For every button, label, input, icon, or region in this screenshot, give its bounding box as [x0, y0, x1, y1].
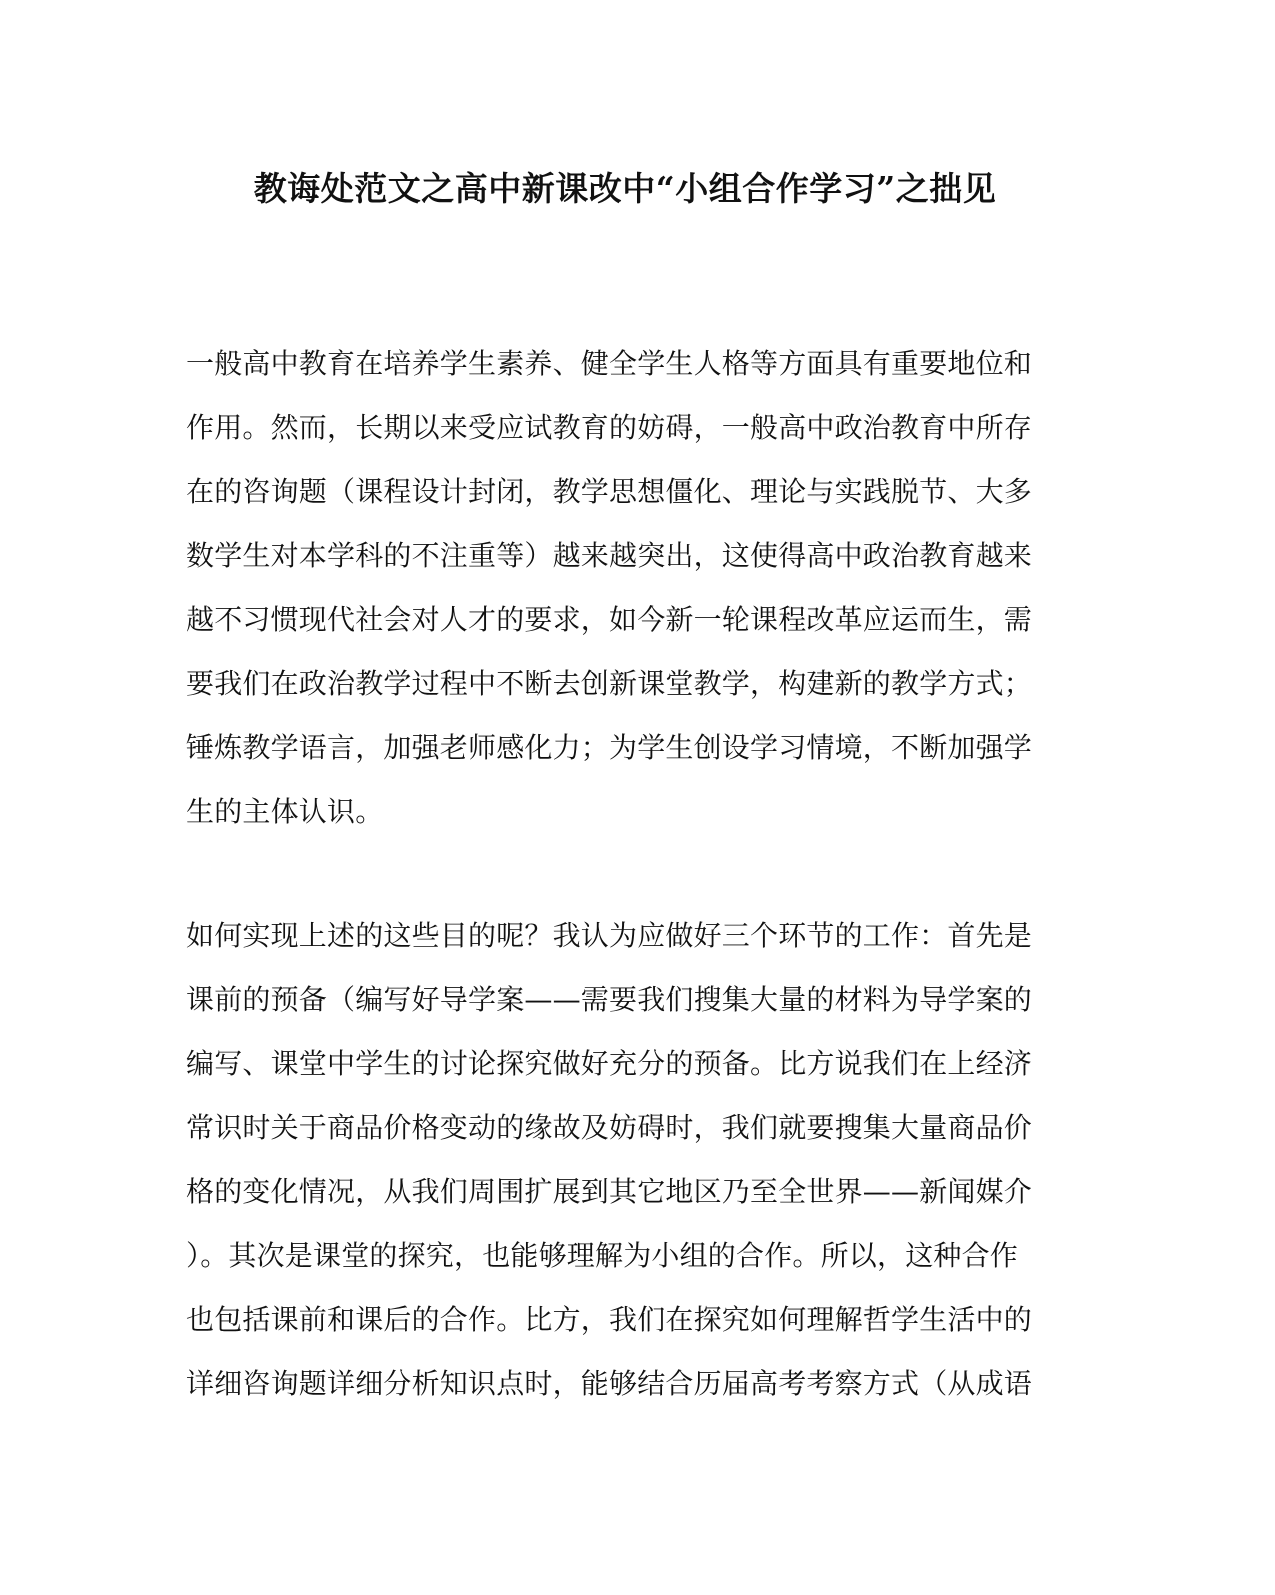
paragraph-line: 也包括课前和课后的合作。比方，我们在探究如何理解哲学生活中的	[186, 1303, 1033, 1336]
paragraph-line: 编写、课堂中学生的讨论探究做好充分的预备。比方说我们在上经济	[186, 1047, 1033, 1080]
paragraph-line: 常识时关于商品价格变动的缘故及妨碍时，我们就要搜集大量商品价	[186, 1111, 1033, 1144]
paragraph-line: 格的变化情况，从我们周围扩展到其它地区乃至全世界——新闻媒介	[186, 1175, 1033, 1208]
paragraph-line: 生的主体认识。	[186, 795, 384, 828]
paragraph-2	[186, 912, 1046, 1424]
paragraph-line: 越不习惯现代社会对人才的要求，如今新一轮课程改革应运而生，需	[186, 603, 1033, 636]
paragraph-line: 一般高中教育在培养学生素养、健全学生人格等方面具有重要地位和	[186, 347, 1033, 380]
paragraph-line: 数学生对本学科的不注重等）越来越突出，这使得高中政治教育越来	[186, 539, 1033, 572]
paragraph-line: ）。其次是课堂的探究，也能够理解为小组的合作。所以，这种合作	[186, 1239, 1019, 1272]
paragraph-1	[186, 340, 1046, 852]
paragraph-line: 详细咨询题详细分析知识点时，能够结合历届高考考察方式（从成语	[186, 1367, 1033, 1400]
paragraph-line: 要我们在政治教学过程中不断去创新课堂教学，构建新的教学方式；	[186, 667, 1033, 700]
paragraph-line: 锤炼教学语言，加强老师感化力；为学生创设学习情境，不断加强学	[186, 731, 1033, 764]
paragraph-line: 作用。然而，长期以来受应试教育的妨碍，一般高中政治教育中所存	[186, 411, 1033, 444]
paragraph-line: 课前的预备（编写好导学案——需要我们搜集大量的材料为导学案的	[186, 983, 1033, 1016]
paragraph-line: 在的咨询题（课程设计封闭，教学思想僵化、理论与实践脱节、大多	[186, 475, 1033, 508]
document-title: 教诲处范文之高中新课改中“小组合作学习”之拙见	[253, 169, 997, 208]
paragraph-line: 如何实现上述的这些目的呢？我认为应做好三个环节的工作：首先是	[186, 919, 1033, 952]
